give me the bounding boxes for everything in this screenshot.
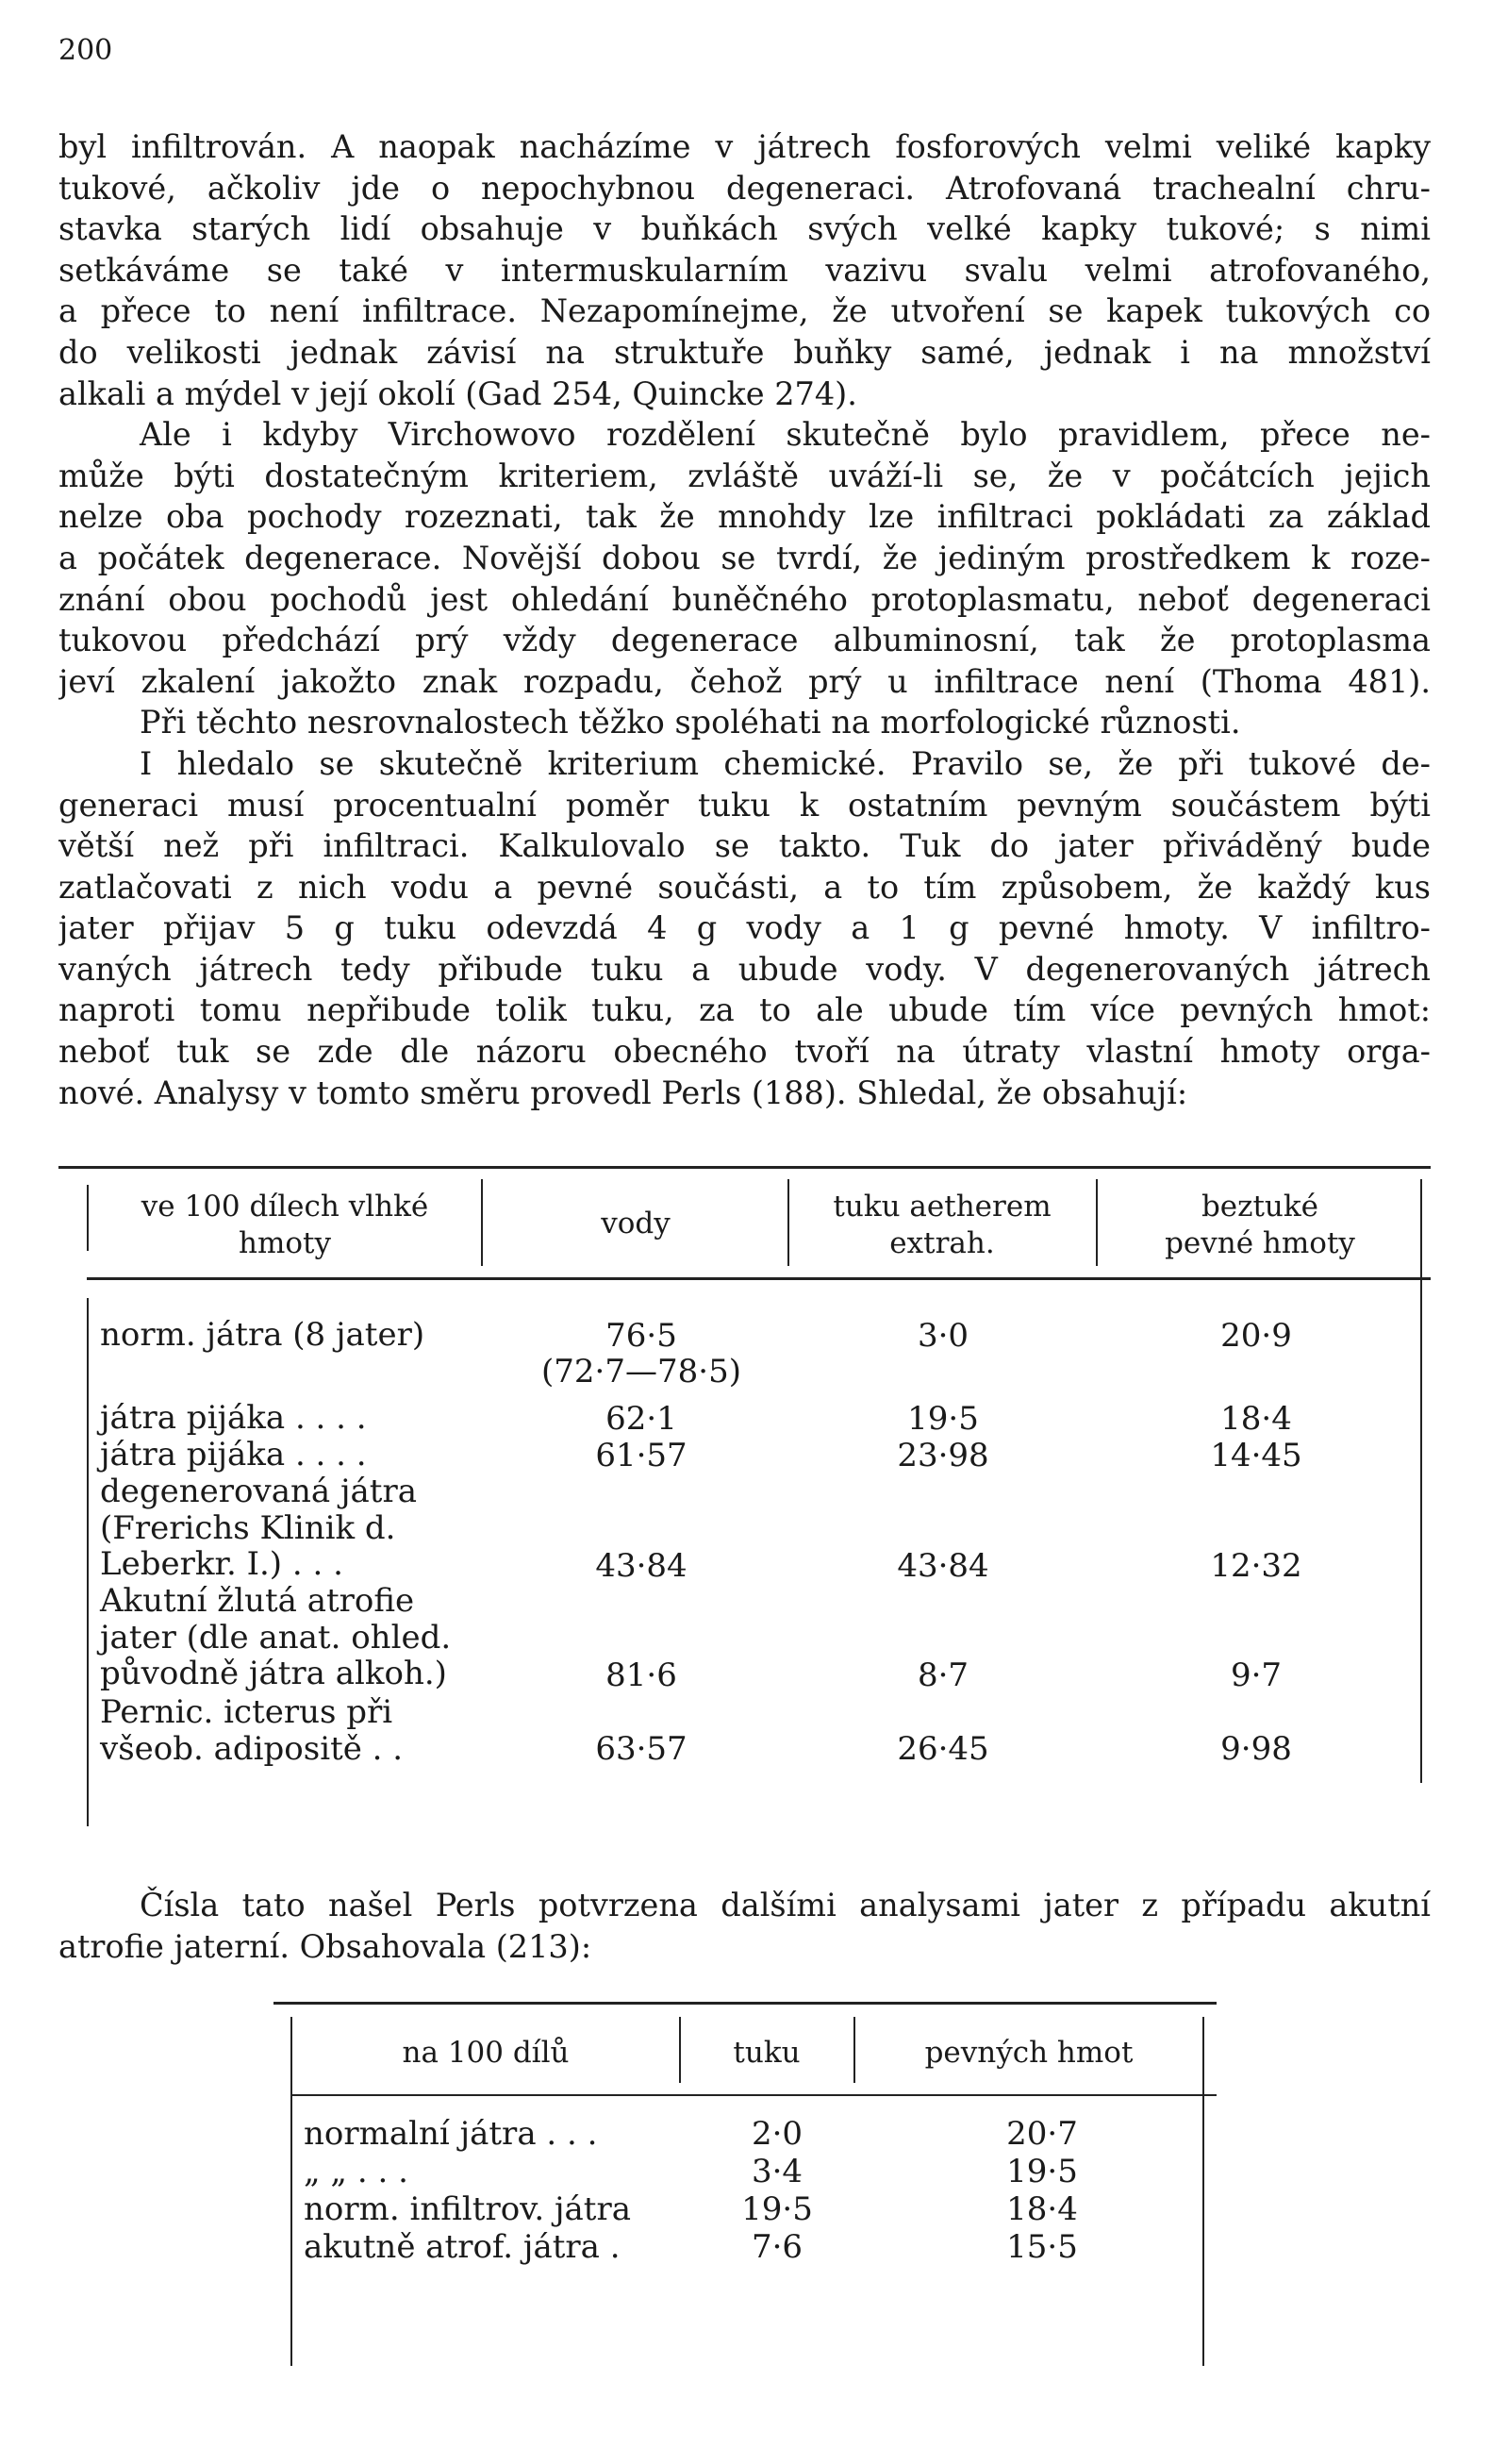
text-line: nové. Analysy v tomto směru provedl Perls (188). Shledal, že obsahují:: [58, 1074, 1188, 1111]
cell-water: 43·84: [595, 1547, 688, 1585]
cell-water: 62·1: [605, 1400, 677, 1438]
cell-solids: 9·7: [1230, 1657, 1283, 1694]
cell-fat: 3·0: [917, 1317, 969, 1355]
table-column-rule: [481, 1179, 483, 1266]
text-line: nelze oba pochody rozeznati, tak že mnohdy lze infiltraci pokládati za základ: [58, 498, 1431, 536]
row-label: norm. játra (8 jater): [100, 1316, 425, 1354]
cell-fat: 26·45: [897, 1730, 989, 1768]
text-line: Při těchto nesrovnalostech těžko spoléhati na morfologické různosti.: [140, 704, 1241, 741]
row-label: akutně atrof. játra .: [304, 2228, 621, 2266]
text-line: může býti dostatečným kriteriem, zvláště uváží-li se, že v počátcích jejich: [58, 457, 1431, 494]
cell-fat: 23·98: [897, 1437, 989, 1474]
text-line: alkali a mýdel v její okolí (Gad 254, Quincke 274).: [58, 375, 857, 412]
cell-solids: 20·7: [1006, 2115, 1078, 2153]
text-line: I hledalo se skutečně kriterium chemické. Pravilo se, že při tukové de-: [140, 744, 1431, 782]
table-column-rule: [1096, 1179, 1098, 1266]
cell-solids: 15·5: [1006, 2228, 1078, 2266]
text-line: Ale i kdyby Virchowovo rozdělení skutečně bylo pravidlem, přece ne-: [140, 416, 1431, 454]
cell-solids: 19·5: [1006, 2153, 1078, 2190]
cell-water: 76·5: [605, 1317, 677, 1355]
header-sample: ve 100 dílech vlhké hmoty: [141, 1190, 429, 1260]
text-line: byl infiltrován. A naopak nacházíme v játrech fosforových velmi veliké kapky: [58, 128, 1431, 165]
row-label: normalní játra . . .: [304, 2115, 598, 2153]
row-label: „ „ . . .: [304, 2153, 408, 2190]
table-column-rule: [853, 2017, 855, 2083]
closing-paragraph: [58, 1885, 1431, 1967]
text-line: větší než při infiltraci. Kalkulovalo se takto. Tuk do jater přiváděný bude: [58, 827, 1431, 865]
text-line: generaci musí procentualní poměr tuku k ostatním pevným součástem býti: [58, 786, 1431, 824]
table-column-rule: [1202, 2017, 1204, 2366]
row-label: norm. infiltrov. játra: [304, 2190, 631, 2228]
text-line: do velikosti jednak závisí na struktuře buňky samé, jednak i na množství: [58, 333, 1431, 371]
cell-water: 81·6: [605, 1657, 677, 1694]
row-label: degenerovaná játra (Frerichs Klinik d. Leberkr. I.) . . .: [100, 1473, 417, 1584]
cell-fat: 8·7: [917, 1657, 969, 1694]
table-header-rule: [290, 2094, 1217, 2096]
page-number: 200: [58, 34, 113, 67]
cell-water-range: (72·7—78·5): [541, 1353, 741, 1390]
text-line: znání obou pochodů jest ohledání buněčného protoplasmatu, neboť degeneraci: [58, 580, 1431, 618]
text-line: naproti tomu nepřibude tolik tuku, za to ale ubude tím více pevných hmot:: [58, 991, 1431, 1029]
cell-fat: 3·4: [751, 2153, 803, 2190]
text-line: a počátek degenerace. Novější dobou se tvrdí, že jediným prostředkem k roze-: [58, 539, 1431, 576]
text-line: Čísla tato našel Perls potvrzena dalšími analysami jater z případu akutní: [140, 1887, 1431, 1923]
text-line: vaných játrech tedy přibude tuku a ubude vody. V degenerovaných játrech: [58, 950, 1431, 988]
header-sample: na 100 dílů: [402, 2036, 570, 2070]
cell-water: 63·57: [595, 1730, 688, 1768]
cell-solids: 18·4: [1220, 1400, 1292, 1438]
text-line: tukové, ačkoliv jde o nepochybnou degeneraci. Atrofovaná trachealní chru-: [58, 169, 1431, 207]
header-solids: beztuké pevné hmoty: [1165, 1190, 1355, 1260]
text-line: a přece to není infiltrace. Nezapomínejme, že utvoření se kapek tukových co: [58, 292, 1431, 330]
cell-fat: 43·84: [897, 1547, 989, 1585]
cell-water: 61·57: [595, 1437, 688, 1474]
text-line: jater přijav 5 g tuku odevzdá 4 g vody a 1 g pevné hmoty. V infiltro-: [58, 909, 1431, 947]
cell-fat: 19·5: [907, 1400, 979, 1438]
row-label: játra pijáka . . . .: [100, 1399, 367, 1437]
cell-solids: 18·4: [1006, 2190, 1078, 2228]
table-column-rule: [87, 1298, 89, 1826]
text-line: neboť tuk se zde dle názoru obecného tvoří na útraty vlastní hmoty orga-: [58, 1033, 1431, 1071]
text-line: setkáváme se také v intermuskularním vazivu svalu velmi atrofovaného,: [58, 251, 1431, 289]
row-label: játra pijáka . . . .: [100, 1436, 367, 1473]
table-top-rule: [273, 2002, 1217, 2005]
header-fat: tuku: [733, 2036, 801, 2070]
text-line: stavka starých lidí obsahuje v buňkách svých velké kapky tukové; s nimi: [58, 210, 1431, 248]
table-top-rule: [58, 1166, 1431, 1169]
cell-solids: 9·98: [1220, 1730, 1292, 1768]
table-column-rule: [787, 1179, 789, 1266]
table-header-rule: [87, 1277, 1431, 1280]
row-label: Pernic. icterus při všeob. adipositě . .: [100, 1693, 404, 1768]
cell-solids: 20·9: [1220, 1317, 1292, 1355]
cell-solids: 14·45: [1210, 1437, 1302, 1474]
row-label: Akutní žlutá atrofie jater (dle anat. ohled. původně játra alkoh.): [100, 1582, 452, 1693]
table-column-rule: [1420, 1179, 1422, 1783]
header-water: vody: [601, 1207, 671, 1240]
cell-fat: 19·5: [741, 2190, 813, 2228]
table-column-rule: [290, 2017, 292, 2366]
cell-solids: 12·32: [1210, 1547, 1302, 1585]
text-line: zatlačovati z nich vodu a pevné součásti, a to tím způsobem, že každý kus: [58, 868, 1431, 906]
atrophy-analysis-table: [273, 2002, 1217, 2370]
text-line: tukovou předchází prý vždy degenerace albuminosní, tak že protoplasma: [58, 622, 1431, 659]
table-column-rule: [87, 1185, 89, 1251]
header-fat: tuku aetherem extrah.: [833, 1190, 1052, 1260]
liver-composition-table: [58, 1166, 1431, 1875]
cell-fat: 2·0: [751, 2115, 803, 2153]
text-line: jeví zkalení jakožto znak rozpadu, čehož prý u infiltrace není (Thoma 481).: [58, 662, 1431, 700]
body-paragraphs: [58, 126, 1431, 1113]
cell-fat: 7·6: [751, 2228, 803, 2266]
text-line: atrofie jaterní. Obsahovala (213):: [58, 1927, 592, 1965]
header-solids: pevných hmot: [924, 2036, 1134, 2070]
